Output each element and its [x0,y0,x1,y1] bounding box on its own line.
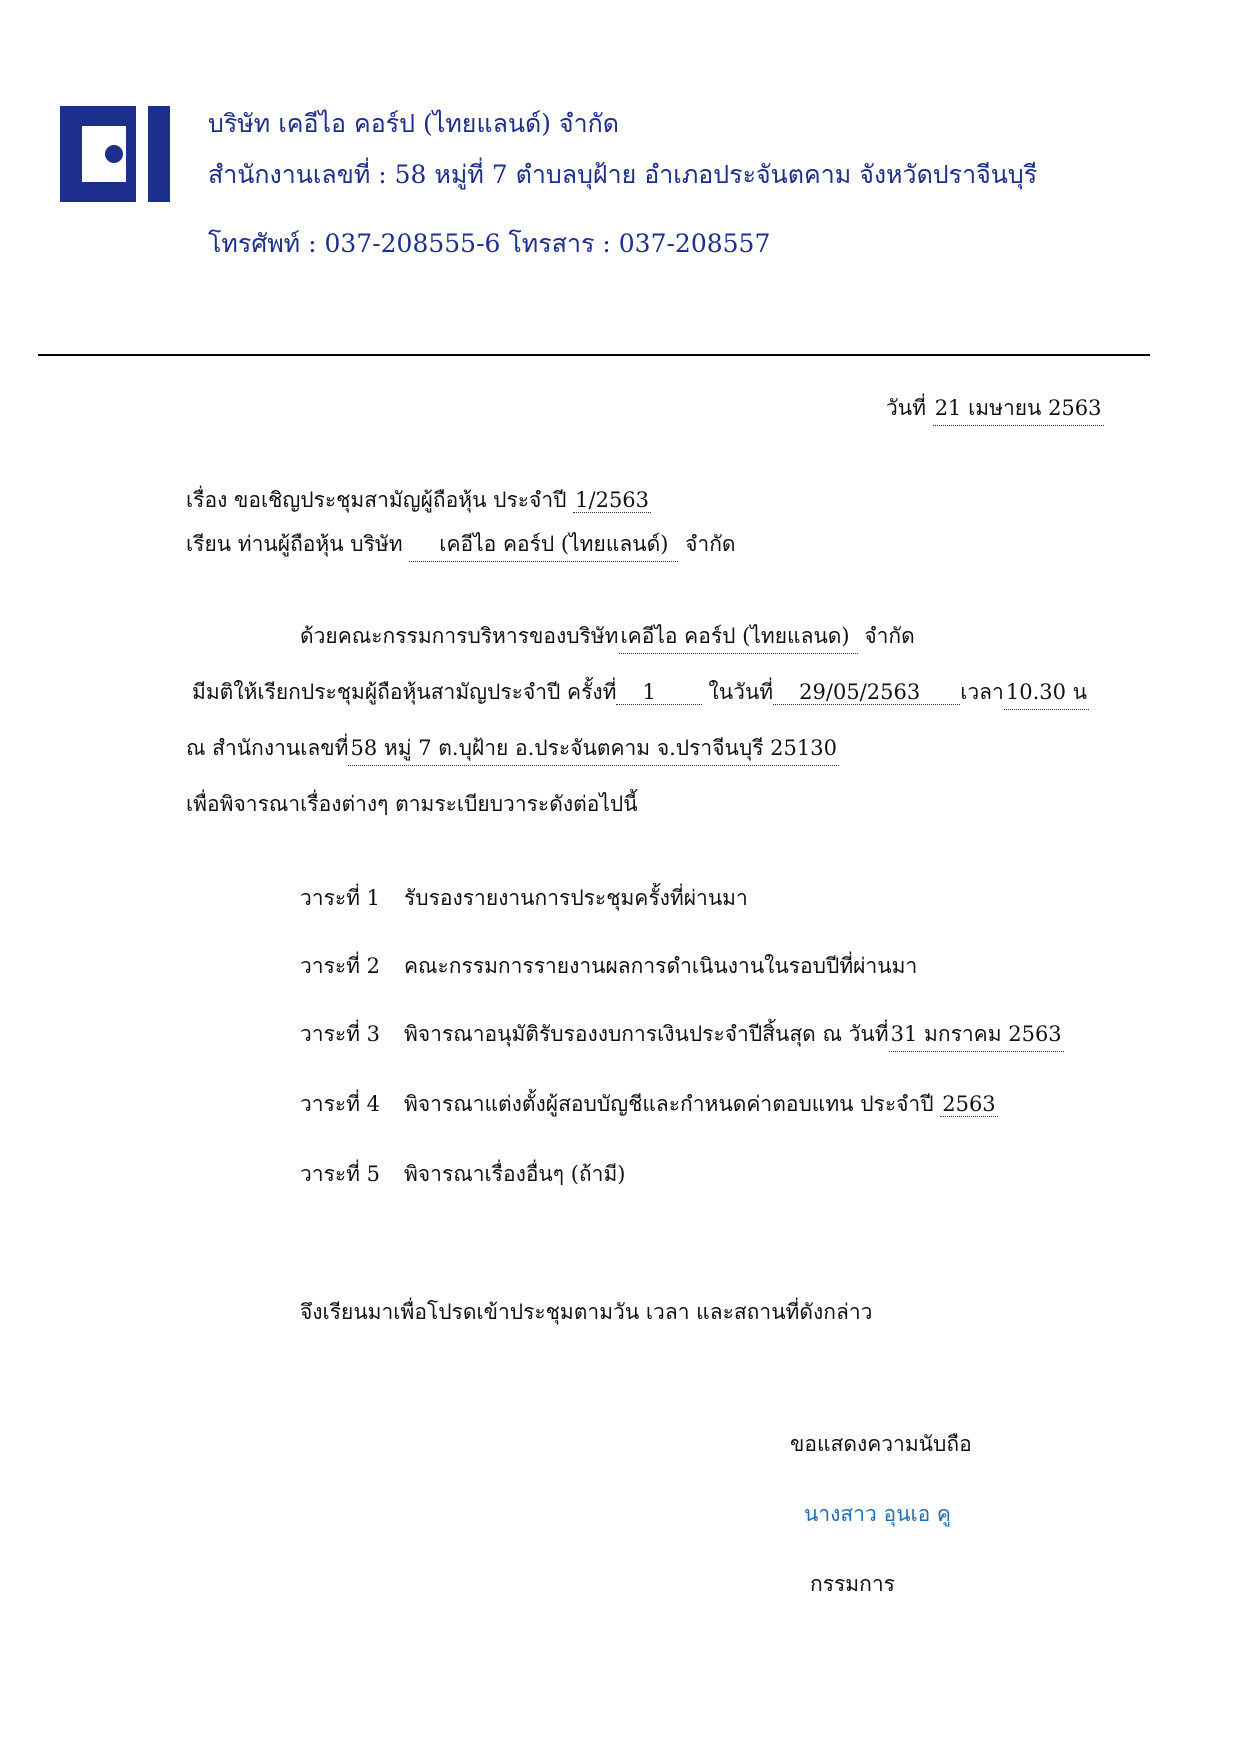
subject-line [186,484,651,517]
signatory-position: กรรมการ [810,1572,895,1596]
body-line-2 [192,676,1089,710]
agenda-item [300,1088,998,1121]
agenda-number: วาระที่ 5 [300,1162,381,1186]
date-label: วันที่ [886,396,926,420]
recipient-suffix: จำกัด [685,532,736,556]
agenda-text: รับรองรายงานการประชุมครั้งที่ผ่านมา [404,886,748,910]
board-company: เคอีไอ คอร์ป (ไทยแลนด) [619,620,858,654]
meeting-date-label: ในวันที่ [708,680,774,704]
body-line-1-prefix: ด้วยคณะกรรมการบริหารของบริษัท [300,624,619,648]
agenda-item [300,1018,1064,1052]
recipient-line [186,528,736,562]
company-address: สำนักงานเลขที่ : 58 หมู่ที่ 7 ตำบลบุฝ้าย อำเภอประจันตคาม จังหวัดปราจีนบุรี [208,160,1038,189]
agenda-number: วาระที่ 4 [300,1092,381,1116]
agenda-text: พิจารณาแต่งตั้งผู้สอบบัญชีและกำหนดค่าตอบแทน ประจำปี [404,1092,934,1116]
venue-label: ณ สำนักงานเลขที่ [186,736,349,760]
body-line-4: เพื่อพิจารณาเรื่องต่างๆ ตามระเบียบวาระดังต่อไปนี้ [186,792,638,816]
agenda-number: วาระที่ 1 [300,886,381,910]
recipient-company: เคอีไอ คอร์ป (ไทยแลนด์) [409,528,678,562]
agenda-item [300,950,917,983]
agenda-text: คณะกรรมการรายงานผลการดำเนินงานในรอบปีที่ผ่านมา [404,954,918,978]
closing-text: จึงเรียนมาเพื่อโปรดเข้าประชุมตามวัน เวลา และสถานที่ดังกล่าว [300,1300,873,1324]
meeting-date: 29/05/2563 [773,680,960,705]
agenda-fill: 2563 [942,1092,996,1116]
meeting-time: 10.30 น [1004,676,1089,710]
company-phone: โทรศัพท์ : 037-208555-6 โทรสาร : 037-208557 [208,229,771,258]
meeting-number: 1 [616,680,701,705]
agenda-number: วาระที่ 2 [300,954,381,978]
agenda-item [300,882,748,915]
agenda-text: พิจารณาอนุมัติรับรองงบการเงินประจำปีสิ้นสุด ณ วันที่ [404,1022,889,1046]
meeting-time-label: เวลา [960,680,1004,704]
date-value: 21 เมษายน 2563 [933,392,1104,426]
body-line-2-prefix: มีมติให้เรียกประชุมผู้ถือหุ้นสามัญประจำปี ครั้งที่ [192,680,617,704]
agenda-text: พิจารณาเรื่องอื่นๆ (ถ้ามี) [404,1162,626,1186]
subject-value: 1/2563 [575,488,650,512]
signatory-name: นางสาว อุนเอ คู [804,1502,951,1526]
letter-date [886,392,1104,426]
company-name: บริษัท เคอีไอ คอร์ป (ไทยแลนด์) จำกัด [208,109,619,138]
recipient-label: เรียน ท่านผู้ถือหุ้น บริษัท [186,532,403,556]
agenda-number: วาระที่ 3 [300,1022,381,1046]
body-line-1 [300,620,915,654]
regards-text: ขอแสดงความนับถือ [790,1432,972,1456]
agenda-fill: 31 มกราคม 2563 [889,1018,1064,1052]
body-line-1-suffix: จำกัด [864,624,915,648]
venue-address: 58 หมู่ 7 ต.บุฝ้าย อ.ประจันตคาม จ.ปราจีนบุรี 25130 [348,732,838,766]
company-logo-icon [60,106,170,202]
header-divider [38,354,1150,356]
body-line-3 [186,732,839,766]
agenda-item [300,1158,625,1191]
subject-label: เรื่อง ขอเชิญประชุมสามัญผู้ถือหุ้น ประจำปี [186,488,567,512]
